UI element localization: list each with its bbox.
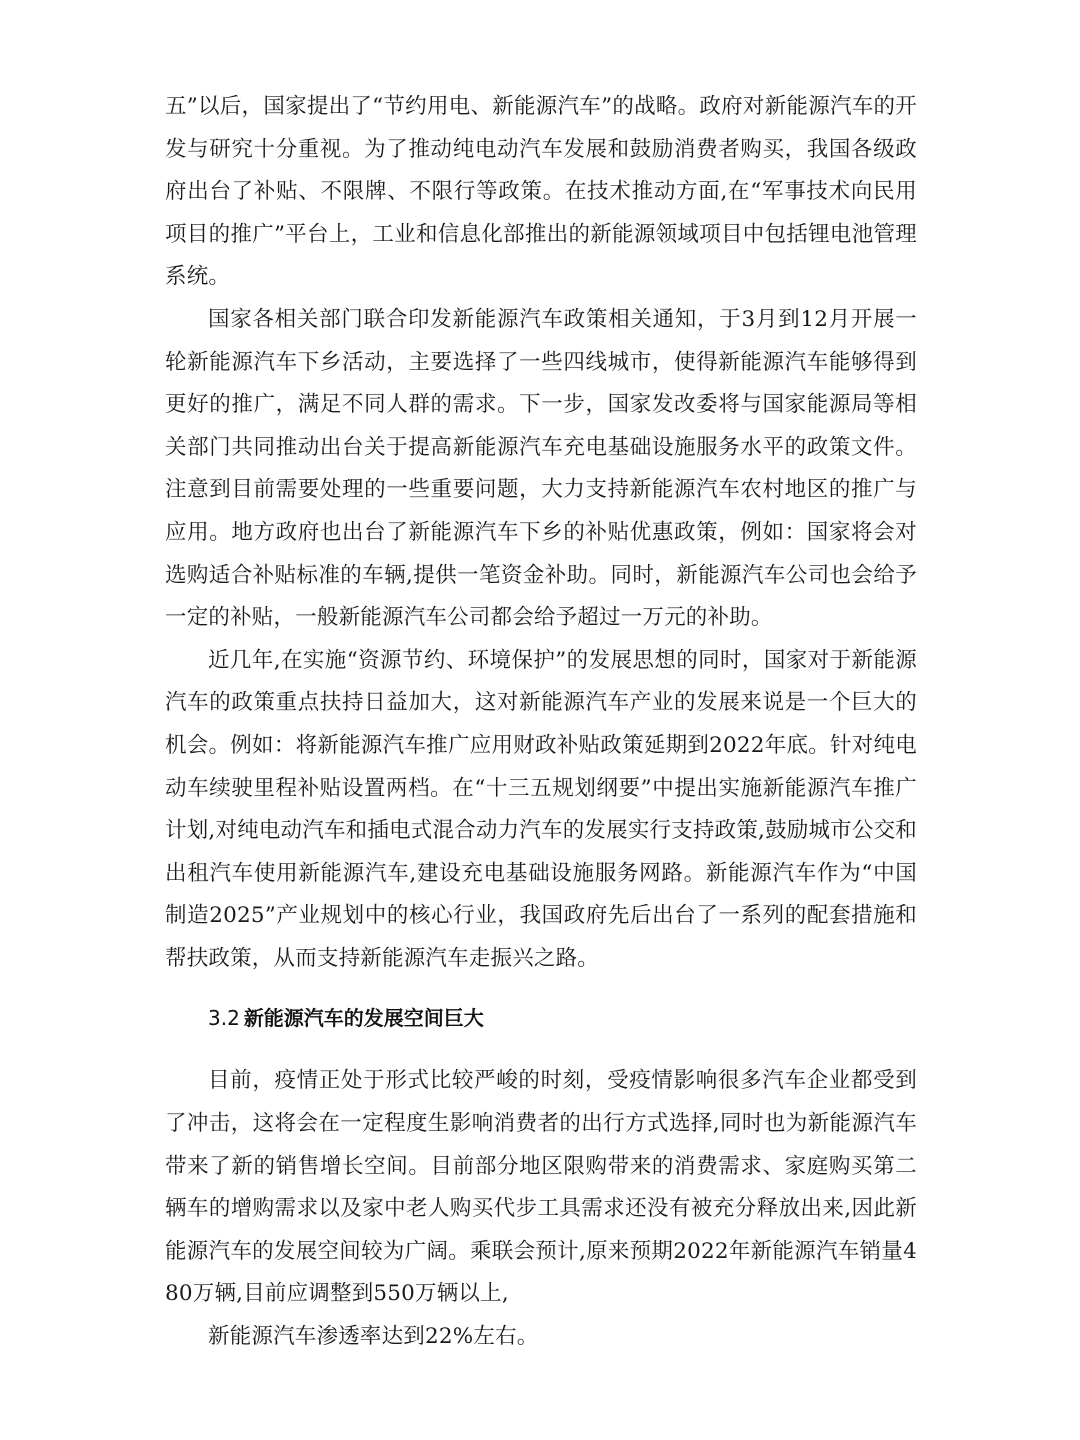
document-body bbox=[165, 86, 917, 1359]
paragraph-development-space: 目前，疫情正处于形式比较严峻的时刻，受疫情影响很多汽车企业都受到了冲击，这将会在一定程度生影响消费者的出行方式选择,同时也为新能源汽车带来了新的销售增长空间。目前部分地区限购带来的消费需求、家庭购买第二辆车的增购需求以及家中老人购买代步工具需求还没有被充分释放出来,因此新能源汽车的发展空间较为广阔。乘联会预计,原来预期2022年新能源汽车销量480万辆,目前应调整到550万辆以上, bbox=[165, 1068, 917, 1307]
section-number: 3.2 bbox=[208, 1006, 240, 1031]
section-title: 新能源汽车的发展空间巨大 bbox=[243, 1006, 484, 1031]
paragraph-rural-promotion: 国家各相关部门联合印发新能源汽车政策相关通知，于3月到12月开展一轮新能源汽车下乡活动，主要选择了一些四线城市，使得新能源汽车能够得到更好的推广，满足不同人群的需求。下一步，国家发改委将与国家能源局等相关部门共同推动出台关于提高新能源汽车充电基础设施服务水平的政策文件。注意到目前需要处理的一些重要问题，大力支持新能源汽车农村地区的推广与应用。地方政府也出台了新能源汽车下乡的补贴优惠政策，例如：国家将会对选购适合补贴标准的车辆,提供一笔资金补助。同时，新能源汽车公司也会给予一定的补贴，一般新能源汽车公司都会给予超过一万元的补助。 bbox=[165, 306, 917, 631]
section-heading bbox=[208, 998, 917, 1038]
paragraph-national-strategy: 五”以后，国家提出了“节约用电、新能源汽车”的战略。政府对新能源汽车的开发与研究十分重视。为了推动纯电动汽车发展和鼓励消费者购买，我国各级政府出台了补贴、不限牌、不限行等政策。在技术推动方面,在“军事技术向民用项目的推广”平台上，工业和信息化部推出的新能源领域项目中包括锂电池管理系统。 bbox=[165, 94, 917, 290]
paragraph-penetration-rate: 新能源汽车渗透率达到22%左右。 bbox=[208, 1324, 539, 1350]
paragraph-policy-support: 近几年,在实施“资源节约、环境保护”的发展思想的同时，国家对于新能源汽车的政策重点扶持日益加大，这对新能源汽车产业的发展来说是一个巨大的机会。例如：将新能源汽车推广应用财政补贴政策延期到2022年底。针对纯电动车续驶里程补贴设置两档。在“十三五规划纲要”中提出实施新能源汽车推广计划,对纯电动汽车和插电式混合动力汽车的发展实行支持政策,鼓励城市公交和出租汽车使用新能源汽车,建设充电基础设施服务网路。新能源汽车作为“中国制造2025”产业规划中的核心行业，我国政府先后出台了一系列的配套措施和帮扶政策，从而支持新能源汽车走振兴之路。 bbox=[165, 647, 917, 971]
